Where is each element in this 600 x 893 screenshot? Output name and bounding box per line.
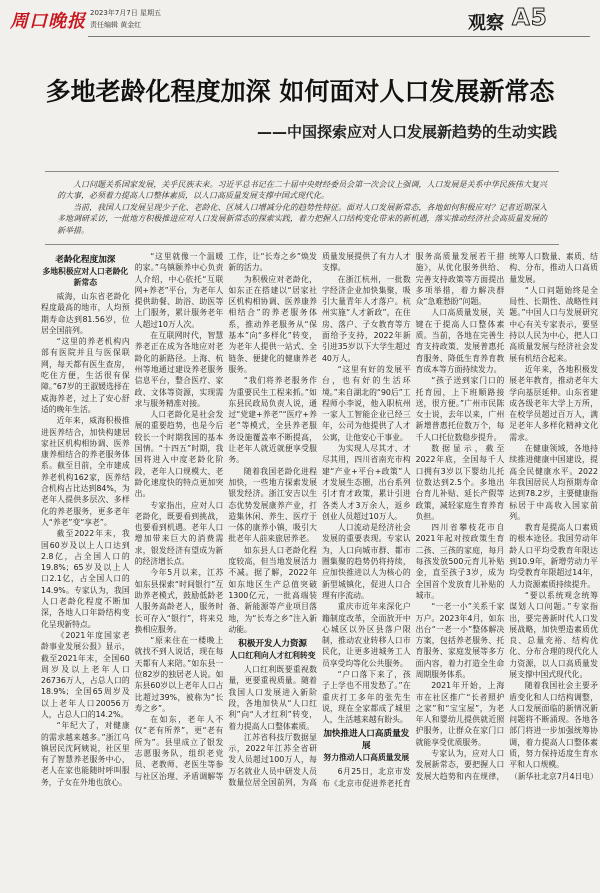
lead-paragraph: 人口问题关系国家发展，关乎民族未来。习近平总书记在二十届中央财经委员会第一次会议上强调，人口发展是关系中华民族伟大复兴的大事，必须着力提高人口整体素质，以人口高质量发展支撑中国式现代化。: [57, 180, 547, 201]
body-paragraph: “年纪大了，对健康的需求越来越多。”浙江乌镇居民沈阿姨说，社区里有了智慧养老服务中心，老人在家也能随时呼叫服务，子女在外地也放心。: [41, 721, 130, 787]
body-paragraph: 如东县人口老龄化程度较高，但当地发展活力不减。据了解，2022年如东地区生产总值突破1300亿元，一批高端装备、新能源等产业项目落地，为“长寿之乡”注入新动能。: [228, 545, 317, 634]
body-paragraph: 在如东，老年人不仅“老有所养”，更“老有所为”。县里成立了银发志愿服务队，组织老党员、老教师、老医生等参与社区治理、矛盾调解等工作，让“长寿之乡”焕发新的活力。: [134, 252, 317, 781]
body-paragraph: 数据显示，截至2022年底，全国每千人口拥有3岁以下婴幼儿托位数达到2.5个。多地出台育儿补贴、延长产假等政策，减轻家庭生育养育负担。: [415, 444, 505, 521]
body-paragraph: “这里就像一个温暖的家。”乌镇颐养中心负责人介绍，中心依托“互联网+养老”平台，为老年人提供助餐、助浴、助医等上门服务，累计服务老年人超过10万人次。: [134, 252, 224, 329]
body-paragraph: 随着我国社会主要矛盾变化和人口结构调整，人口发展面临的新情况新问题将不断涌现。各地各部门将进一步加强统筹协调，着力提高人口整体素质，努力保持适度生育水平和人口规模。: [509, 681, 598, 770]
lead-paragraph: 当前，我国人口发展呈现少子化、老龄化、区域人口增减分化的趋势性特征。面对人口发展新常态，各地如何积极应对？记者近期深入多地调研采访，一批地方积极推进应对人口发展新常态的探索实践，着力把握人口结构变化带来的新机遇，落实推动经济社会高质量发展的新举措。: [57, 202, 547, 235]
newspaper-logo: [10, 7, 86, 33]
section-name: 观察: [468, 13, 504, 34]
body-paragraph: 近年来，各地积极发展老年教育，推动老年大学向基层延伸。山东省建成各级老年大学上万所，在校学员超过百万人，满足老年人多样化精神文化需求。: [509, 364, 598, 442]
body-paragraph: “一老一小”关系千家万户。2023年4月，如东出台“一老一小”整体解决方案，包括养老服务、托育服务、家庭发展等多方面内容，着力打造全生命周期服务体系。: [415, 602, 505, 679]
body-paragraph: “这里有好的发展平台，也有好的生活环境。”来自湖北的“90后”工程师小李说，他入职杭州一家人工智能企业已经三年，公司为他提供了人才公寓，让他安心干事业。: [321, 364, 411, 442]
main-headline: 多地老龄化程度加深 如何面对人口发展新常态: [45, 77, 555, 106]
body-paragraph: 人口高质量发展，关键在于提高人口整体素质。当前，各地在完善生育支持政策、发展普惠托育服务、降低生育养育教育成本等方面持续发力。: [415, 308, 505, 374]
body-paragraph: 重庆市近年来深化户籍制度改革，全面放开中心城区以外区县落户限制，推动农业转移人口市民化，让更多进城务工人员享受均等化公共服务。: [321, 602, 411, 668]
body-paragraph: 在互联网时代，智慧养老正在成为各地应对老龄化的新路径。上海、杭州等地通过建设养老服务信息平台，整合医疗、家政、文体等资源，实现需求与服务精准对接。: [134, 331, 224, 408]
body-paragraph: 为积极应对老龄化，如东正在搭建以“居家社区机构相协调、医养康养相结合”的养老服务体系，推动养老服务从“保基本”向“多样化”转变，为老年人提供一站式、全链条、便捷化的健康养老服务。: [228, 274, 317, 374]
section-subtitle: 努力推动人口高质量发展: [323, 753, 410, 763]
body-paragraph: 截至2022年末，我国60岁及以上人口达到2.8亿，占全国人口的19.8%；65岁及以上人口2.1亿，占全国人口的14.9%。专家认为，我国人口老龄化程度不断加深，各地人口年龄结构变化呈现新特点。: [41, 529, 130, 629]
header-divider: [88, 36, 590, 37]
body-paragraph: 专家指出，应对人口老龄化，既要看到挑战，也要看到机遇。老年人口增加带来巨大的消费需求，银发经济有望成为新的经济增长点。: [134, 500, 224, 567]
section-subtitle: 人口红利向人才红利转变: [229, 651, 316, 661]
section-subtitle: 多地积极应对人口老龄化新常态: [42, 267, 129, 287]
article-lead-box: [45, 171, 559, 245]
body-paragraph: 人口红利既要重视数量，更要重视质量。随着我国人口发展进入新阶段，各地加快从“人口红利”向“人才红利”转变，着力提高人口整体素质。: [228, 665, 317, 731]
body-paragraph: “我们将养老服务作为重要民生工程来抓。”如东县民政局负责人说，通过“党建+养老”“医疗+养老”等模式，全县养老服务设施覆盖率不断提高，让老年人就近就便享受服务。: [228, 376, 317, 465]
body-paragraph: 今年5月以来，江苏如东县探索“时间银行”互助养老模式，鼓励低龄老人服务高龄老人，服务时长可存入“银行”，将来兑换相应服务。: [134, 568, 224, 634]
logo-text: 周口晚报: [10, 11, 86, 32]
section-title: 加快推进人口高质量发展: [323, 729, 410, 752]
body-paragraph: 在浙江杭州，一批数字经济企业加快集聚，吸引大量青年人才落户。杭州实施“人才新政”，在住房、落户、子女教育等方面给予支持，2022年新引进35岁以下大学生超过40万人。: [321, 274, 411, 363]
section-heading: [322, 728, 411, 763]
body-paragraph: 江苏省科技厅数据显示，2022年江苏全省研发人员超过100万人，每万名就业人员中研发人员数量位居全国前列，为高质量发展提供了有力人才支撑。: [228, 252, 411, 788]
section-heading: [228, 638, 317, 661]
sub-headline: ——中国探索应对人口发展新趋势的生动实践: [256, 123, 557, 141]
body-paragraph: “要以系统观念统筹谋划人口问题。”专家指出，要完善新时代人口发展战略，加快塑造素质优良、总量充裕、结构优化、分布合理的现代化人力资源，以人口高质量发展支撑中国式现代化。: [509, 590, 598, 679]
body-paragraph: 《2021年度国家老龄事业发展公报》显示，截至2021年末，全国60周岁及以上老年人口26736万人，占总人口的18.9%；全国65周岁及以上老年人口20056万人，占总人口的14.2%。: [41, 630, 130, 719]
body-paragraph: 专家认为，应对人口发展新常态，要把握人口发展大趋势和内在规律，统筹人口数量、素质、结构、分布，推动人口高质量发展。: [415, 252, 598, 781]
body-paragraph: 2021年开始，上海市在社区推广“长者照护之家”和“宝宝屋”，为老年人和婴幼儿提供就近照护服务，让群众在家门口就能享受优质服务。: [415, 681, 505, 747]
section-heading: [41, 254, 130, 288]
body-paragraph: 随着我国老龄化进程加快，一些地方探索发展银发经济。浙江安吉以生态优势发展康养产业，打造集休闲、养生、医疗于一体的康养小镇，吸引大批老年人前来旅居养老。: [228, 466, 317, 544]
body-paragraph: “原来住在一楼晚上就找不到人说话，现在每天都有人来陪。”如东县一位82岁的独居老人说。如东县60岁以上老年人口占比超过39%，被称为“长寿之乡”。: [134, 636, 224, 713]
body-paragraph: “人口问题始终是全局性、长期性、战略性问题。”中国人口与发展研究中心有关专家表示，要坚持以人民为中心，把人口高质量发展与经济社会发展有机结合起来。: [509, 285, 598, 363]
responsible-editor: 责任编辑 黄金红: [90, 21, 142, 29]
body-paragraph: “孩子送到家门口的托育园，上下班顺路接送，很方便。”广州市民陈女士说，去年以来，广州新增普惠托位数万个，每千人口托位数稳步提升。: [415, 376, 505, 442]
body-paragraph: 6月25日，北京市发布《北京市促进养老托育服务高质量发展若干措施》，从优化服务供给、完善支持政策等方面提出多项举措，着力解决群众“急难愁盼”问题。: [321, 252, 505, 788]
body-paragraph: 四川省攀枝花市自2021年起对按政策生育二孩、三孩的家庭，每月每孩发放500元育儿补贴金，直至孩子3岁，成为全国首个发放育儿补贴的城市。: [415, 523, 505, 600]
body-paragraph: “户口落下来了，孩子上学也不用发愁了。”在重庆打工多年的张先生说，现在全家都成了城里人，生活越来越有盼头。: [321, 669, 411, 725]
body-paragraph: 教育是提高人口素质的根本途径。我国劳动年龄人口平均受教育年限达到10.9年，新增劳动力平均受教育年限超过14年，人力资源素质持续提升。: [509, 523, 598, 589]
article-dateline: （新华社北京7月4日电）: [510, 771, 598, 781]
page-number: A5: [512, 5, 548, 31]
body-paragraph: 近年来，威海积极推进医养结合，加快构建居家社区机构相协调、医养康养相结合的养老服务体系。截至目前，全市建成养老机构162家，医养结合机构占比达到84%，为老年人提供多层次、多样化的养老服务，更多老年人“养老”变“享老”。: [41, 416, 130, 527]
article-body-columns: [41, 251, 598, 887]
body-paragraph: 为实现人尽其才、才尽其用，四川省南充市构建“产业+平台+政策”人才发展生态圈，出台系列引才育才政策，累计引进各类人才3万余人，返乡创业人员超过10万人。: [321, 444, 411, 521]
body-paragraph: 在健康领域，各地持续推进健康中国建设，提高全民健康水平。2022年我国居民人均预期寿命达到78.2岁，主要健康指标居于中高收入国家前列。: [509, 444, 598, 521]
issue-date: 2023年7月7日 星期五: [90, 9, 161, 17]
body-paragraph: 人口流动是经济社会发展的重要表现。专家认为，人口向城市群、都市圈集聚的趋势仍将持续，应加快推进以人为核心的新型城镇化，促进人口合理有序流动。: [321, 523, 411, 600]
section-title: 老龄化程度加深: [55, 255, 116, 265]
body-paragraph: “这里的养老机构内部有医院并且与医保联网，每天都有医生查房，吃住方便，生活很有保障。”67岁的王淑媛选择在威海养老，过上了安心舒适的晚年生活。: [41, 337, 130, 414]
section-title: 积极开发人力资源: [238, 639, 308, 650]
body-paragraph: 人口老龄化是社会发展的重要趋势，也是今后较长一个时期我国的基本国情。“十四五”时期，我国将进入中度老龄化阶段，老年人口规模大、老龄化速度快的特点更加突出。: [134, 410, 224, 499]
body-paragraph: 威海，山东省老龄化程度最高的地市，人均预期寿命达到81.56岁，位居全国前列。: [41, 292, 130, 335]
